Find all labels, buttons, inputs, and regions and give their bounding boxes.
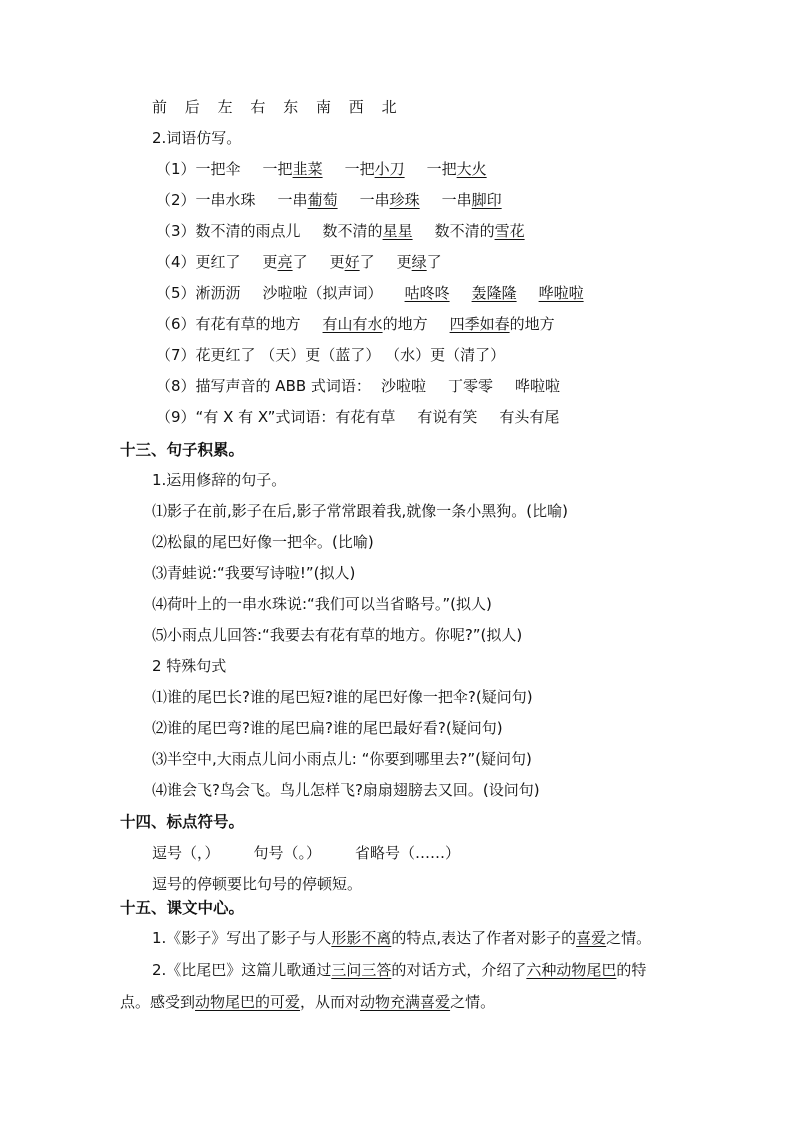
summary-line-1: 1.《影子》写出了影子与人形影不离的特点,表达了作者对影子的喜爱之情。 [152, 929, 652, 947]
sentence-item: ⑵松鼠的尾巴好像一把伞。(比喻) [152, 533, 374, 551]
section-subtitle: 1.运用修辞的句子。 [152, 471, 287, 489]
sentence-item: ⑴谁的尾巴长?谁的尾巴短?谁的尾巴好像一把伞?(疑问句) [152, 688, 533, 706]
summary-line-2: 2.《比尾巴》这篇儿歌通过三问三答的对话方式，介绍了六种动物尾巴的特 [152, 961, 647, 979]
sentence-item: ⑴影子在前,影子在后,影子常常跟着我,就像一条小黑狗。(比喻) [152, 502, 569, 520]
direction-word: 东 [283, 98, 299, 116]
exercise-row-2: （2）一串水珠 一串葡萄 一串珍珠 一串脚印 [156, 191, 502, 209]
direction-word: 后 [184, 98, 200, 116]
exercise-row-5: （5）淅沥沥 沙啦啦（拟声词） 咕咚咚 轰隆隆 哗啦啦 [156, 284, 584, 302]
sentence-item: ⑶半空中,大雨点儿问小雨点儿: “你要到哪里去?”(疑问句) [152, 750, 532, 768]
exercise-row-4: （4）更红了 更亮了 更好了 更绿了 [156, 253, 442, 271]
punctuation-note: 逗号的停顿要比句号的停顿短。 [152, 875, 363, 893]
section-heading-14: 十四、标点符号。 [120, 813, 245, 831]
direction-word: 前 [152, 98, 168, 116]
exercise-row-9: （9）“有 X 有 X”式词语：有花有草 有说有笑 有头有尾 [156, 408, 560, 426]
exercise-row-1: （1）一把伞 一把韭菜 一把小刀 一把大火 [156, 160, 487, 178]
section-heading-13: 十三、句子积累。 [120, 441, 245, 459]
section-heading-15: 十五、课文中心。 [120, 899, 245, 917]
directions-row [152, 97, 410, 117]
direction-word: 西 [348, 98, 364, 116]
summary-line-3: 点。感受到动物尾巴的可爱，从而对动物充满喜爱之情。 [120, 993, 496, 1011]
sentence-item: ⑵谁的尾巴弯?谁的尾巴扁?谁的尾巴最好看?(疑问句) [152, 719, 503, 737]
sentence-item: ⑷谁会飞?鸟会飞。鸟儿怎样飞?扇扇翅膀去又回。(设问句) [152, 781, 540, 799]
direction-word: 右 [250, 98, 266, 116]
direction-word: 北 [381, 98, 397, 116]
exercise-row-7: （7）花更红了 （天）更（蓝了） （水）更（清了） [156, 346, 506, 364]
punctuation-row: 逗号（，） 句号（。） 省略号（……） [152, 844, 461, 862]
direction-word: 南 [315, 98, 331, 116]
sentence-item: ⑷荷叶上的一串水珠说:“我们可以当省略号。”(拟人) [152, 595, 492, 613]
section-subtitle: 2.词语仿写。 [152, 129, 242, 147]
sentence-item: ⑶青蛙说:“我要写诗啦!”(拟人) [152, 564, 356, 582]
exercise-row-6: （6）有花有草的地方 有山有水的地方 四季如春的地方 [156, 315, 555, 333]
exercise-row-3: （3）数不清的雨点儿 数不清的星星 数不清的雪花 [156, 222, 525, 240]
exercise-row-8: （8）描写声音的 ABB 式词语： 沙啦啦 丁零零 哗啦啦 [156, 377, 560, 395]
direction-word: 左 [217, 98, 233, 116]
sentence-item: ⑸小雨点儿回答:“我要去有花有草的地方。你呢?”(拟人) [152, 626, 523, 644]
section-subtitle: 2 特殊句式 [152, 657, 227, 675]
